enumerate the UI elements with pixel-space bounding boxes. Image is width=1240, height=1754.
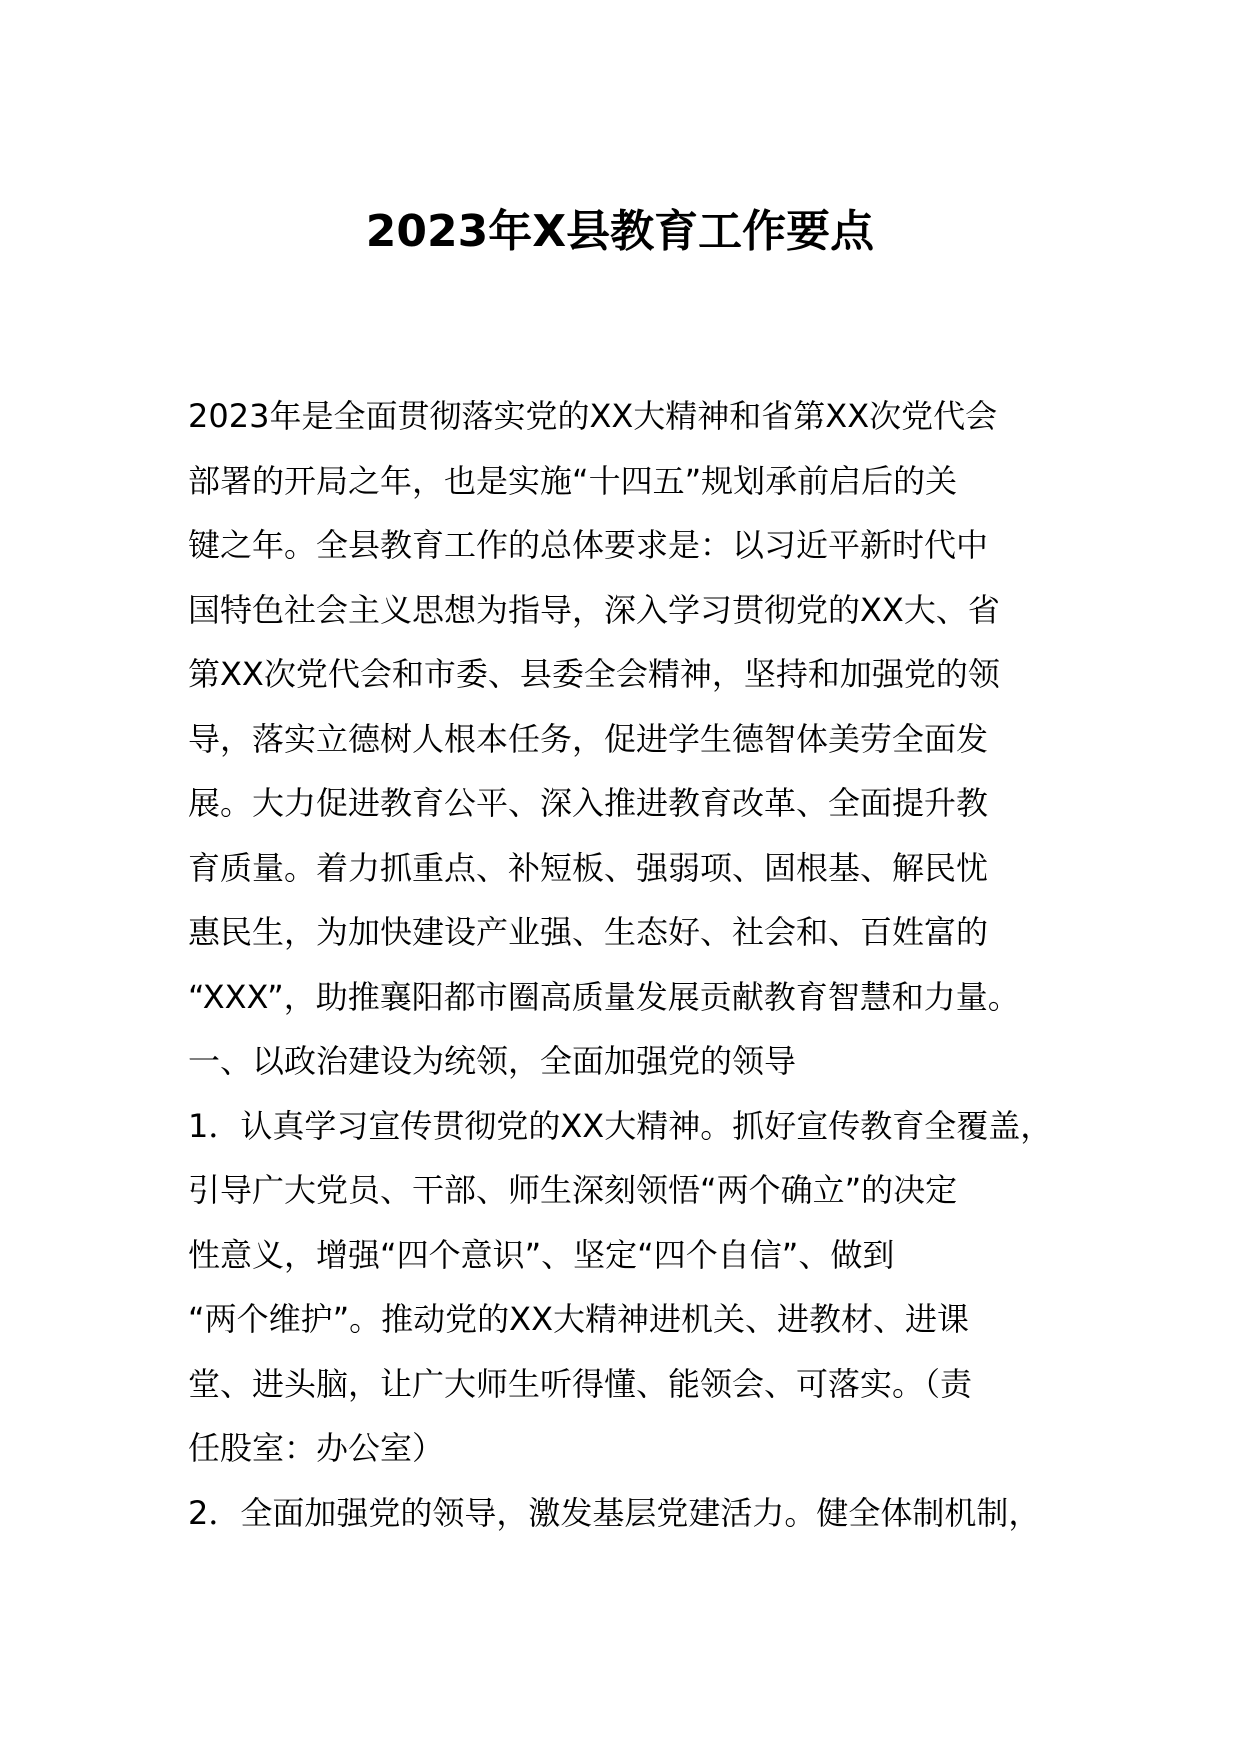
body-line: 惠民生，为加快建设产业强、生态好、社会和、百姓富的 — [188, 913, 989, 951]
body-line: 引导广大党员、干部、师生深刻领悟“两个确立”的决定 — [188, 1171, 958, 1209]
body-line: 键之年。全县教育工作的总体要求是：以习近平新时代中 — [188, 526, 989, 564]
body-line: 1．认真学习宣传贯彻党的XX大精神。抓好宣传教育全覆盖， — [188, 1106, 1053, 1145]
body-line: 育质量。着力抓重点、补短板、强弱项、固根基、解民忧 — [188, 848, 989, 887]
body-line: 任股室：办公室） — [188, 1429, 445, 1467]
body-line: 2023年是全面贯彻落实党的XX大精神和省第XX次党代会 — [188, 397, 998, 435]
body-line: “两个维护”。推动党的XX大精神进机关、进教材、进课 — [188, 1300, 970, 1338]
body-line: 2．全面加强党的领导，激发基层党建活力。健全体制机制， — [188, 1493, 1041, 1532]
body-line: 导，落实立德树人根本任务，促进学生德智体美劳全面发 — [188, 719, 989, 758]
body-line: 性意义，增强“四个意识”、坚定“四个自信”、做到 — [188, 1235, 895, 1274]
body-line: 国特色社会主义思想为指导，深入学习贯彻党的XX大、省 — [188, 590, 1000, 629]
body-line: 第XX次党代会和市委、县委全会精神，坚持和加强党的领 — [188, 655, 1000, 693]
body-line: 展。大力促进教育公平、深入推进教育改革、全面提升教 — [188, 784, 989, 822]
body-line: 堂、进头脑，让广大师生听得懂、能领会、可落实。（责 — [188, 1364, 973, 1403]
document-title: 2023年X县教育工作要点 — [365, 206, 875, 257]
body-line: “XXX”，助推襄阳都市圈高质量发展贡献教育智慧和力量。 — [188, 977, 1020, 1016]
section-heading: 一、以政治建设为统领，全面加强党的领导 — [188, 1042, 797, 1080]
document-body — [188, 384, 1088, 1545]
body-line: 部署的开局之年，也是实施“十四五”规划承前启后的关 — [188, 461, 958, 500]
